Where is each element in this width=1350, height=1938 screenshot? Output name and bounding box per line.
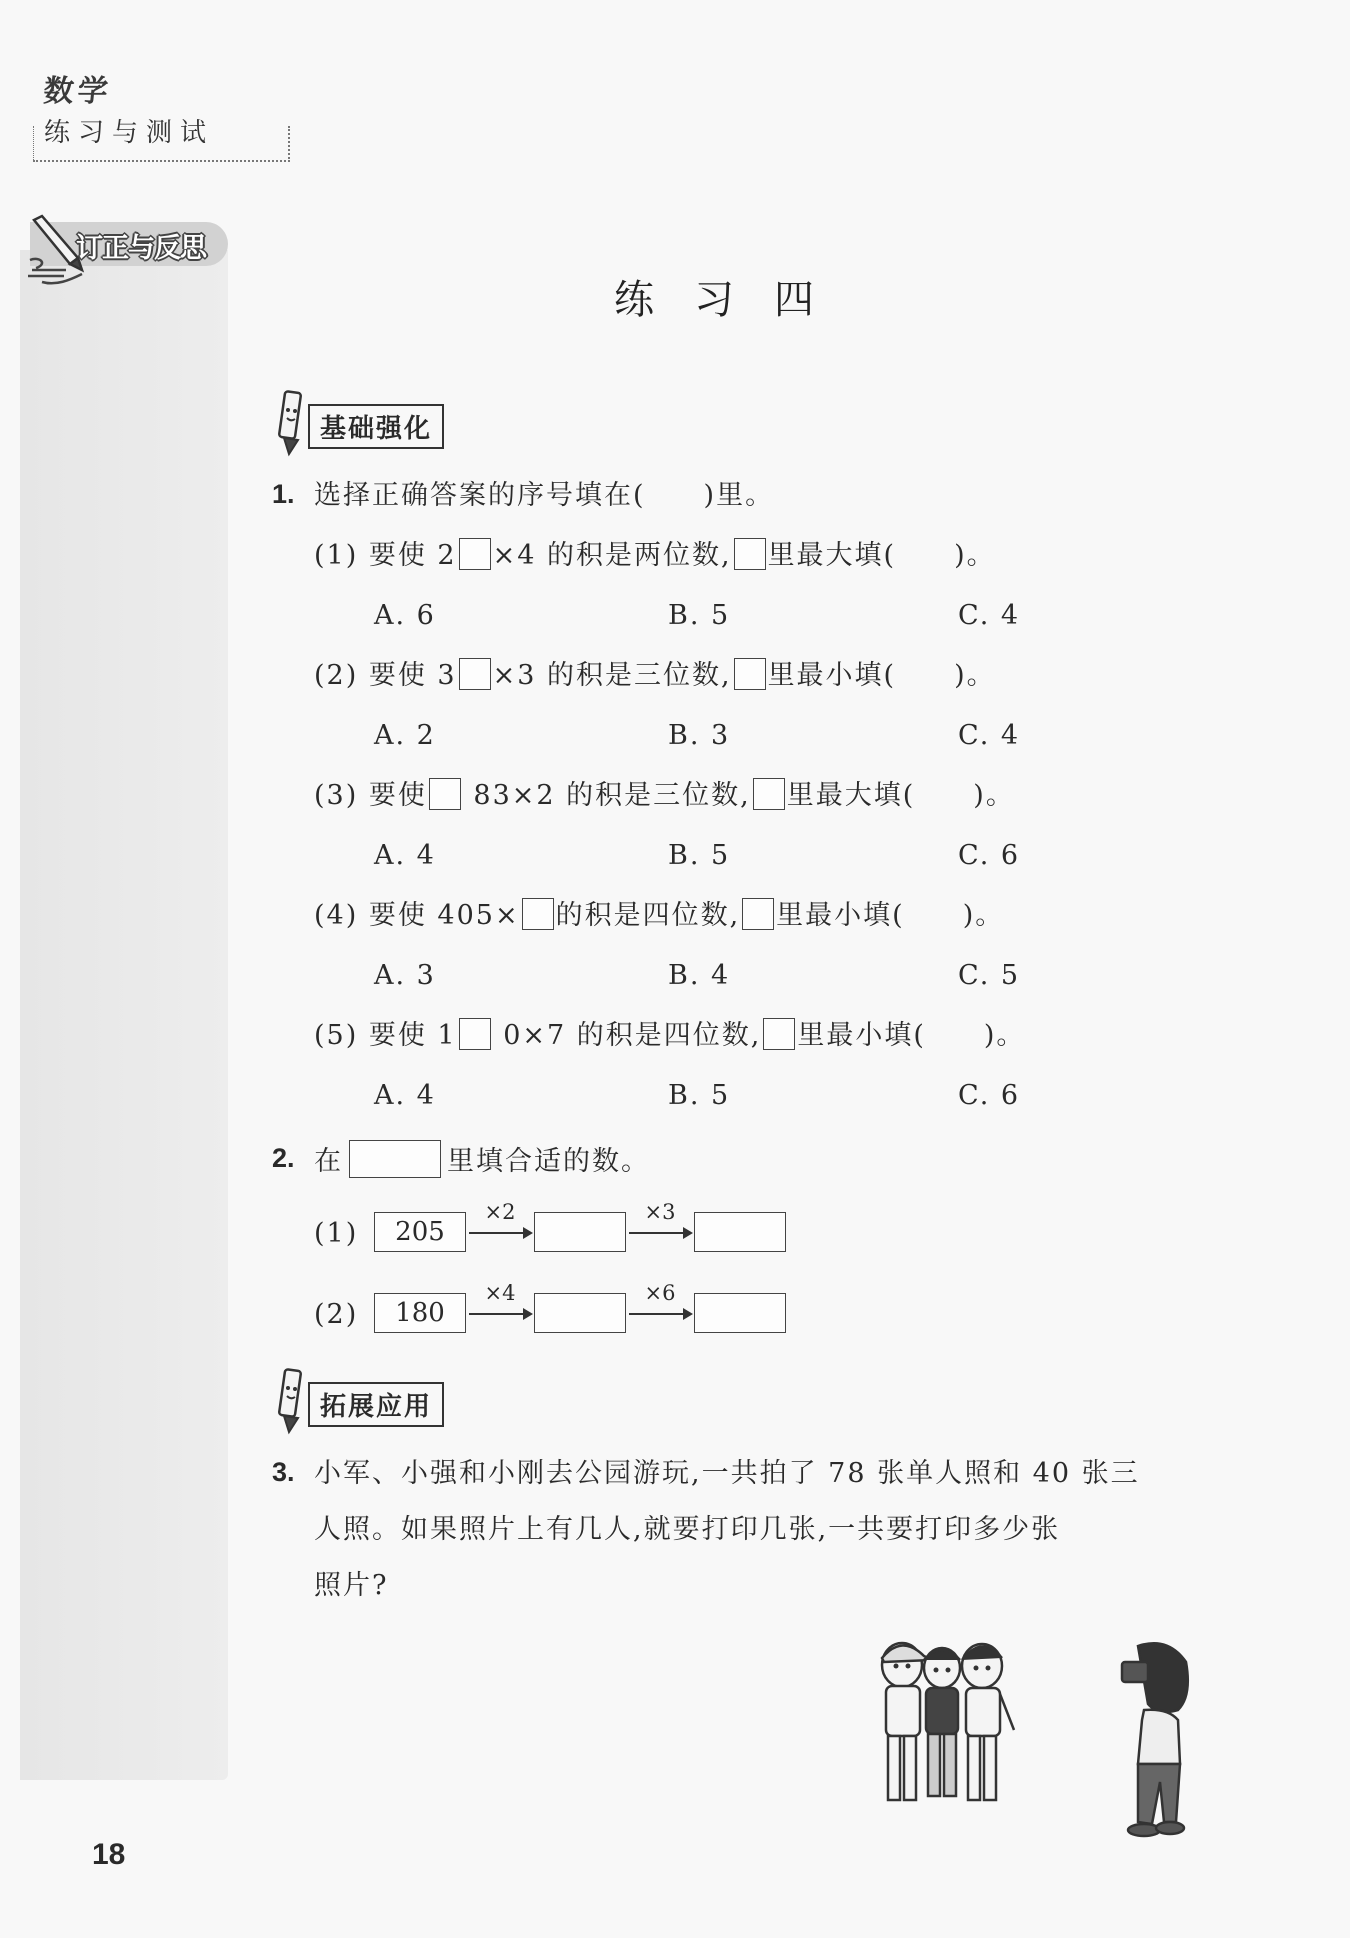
section-badge-extend (272, 1366, 444, 1436)
chain-label: (1) (314, 1218, 359, 1249)
question-number: 2. (272, 1143, 295, 1173)
blank-box[interactable] (763, 1018, 795, 1050)
arrow-icon (469, 1313, 531, 1315)
answer-box[interactable] (694, 1212, 786, 1252)
section-label: 基础强化 (308, 404, 444, 449)
sub-question (314, 1016, 1025, 1056)
header-dotted-frame (33, 126, 290, 162)
operation-label: ×3 (644, 1200, 676, 1224)
answer-box[interactable] (534, 1212, 626, 1252)
blank-box[interactable] (742, 898, 774, 930)
blank-box[interactable] (522, 898, 554, 930)
question-text: 选择正确答案的序号填在( )里。 (314, 480, 775, 511)
option-b: B. 5 (668, 600, 731, 631)
header-subject: 数学 (41, 74, 114, 109)
section-label: 拓展应用 (308, 1382, 444, 1427)
section-badge-basic (272, 388, 444, 458)
blank-box[interactable] (349, 1140, 441, 1178)
sub-question-mid: ×3 的积是三位数, (492, 660, 732, 691)
blank-box[interactable] (734, 658, 766, 690)
arrow-icon (469, 1232, 531, 1234)
pencil-icon (272, 388, 306, 458)
blank-box[interactable] (429, 778, 461, 810)
word-problem-line: 人照。如果照片上有几人,就要打印几张,一共要打印多少张 (314, 1514, 1061, 1545)
sub-question-pre: (5) 要使 1 (314, 1020, 457, 1051)
page-number: 18 (92, 1838, 126, 1871)
sub-question-mid: 83×2 的积是三位数, (473, 780, 751, 811)
sub-question (314, 656, 996, 696)
option-b: B. 3 (668, 720, 731, 751)
option-b: B. 4 (668, 960, 731, 991)
blank-box[interactable] (459, 658, 491, 690)
option-a: A. 4 (374, 1080, 436, 1111)
word-problem-line: 照片? (314, 1570, 389, 1601)
correction-sidebar (20, 250, 228, 1780)
option-a: A. 6 (374, 600, 436, 631)
arrow-icon (629, 1232, 691, 1234)
operation-label: ×6 (644, 1281, 676, 1305)
option-b: B. 5 (668, 1080, 731, 1111)
children-illustration (862, 1620, 1020, 1820)
start-number: 180 (374, 1293, 466, 1333)
answer-box[interactable] (694, 1293, 786, 1333)
blank-box[interactable] (459, 538, 491, 570)
operation-label: ×4 (484, 1281, 516, 1305)
sub-question-mid: 0×7 的积是四位数, (503, 1020, 762, 1051)
question-number: 3. (272, 1457, 295, 1487)
option-c: C. 6 (958, 1080, 1021, 1111)
option-c: C. 6 (958, 840, 1021, 871)
sub-question-post: 里最大填( )。 (767, 540, 996, 571)
start-number: 205 (374, 1212, 466, 1252)
blank-box[interactable] (753, 778, 785, 810)
sub-question-post: 里最大填( )。 (786, 780, 1015, 811)
sub-question (314, 896, 1004, 936)
sub-question-mid: ×4 的积是两位数, (492, 540, 732, 571)
sub-question (314, 776, 1015, 816)
blank-box[interactable] (459, 1018, 491, 1050)
pencil-icon (272, 1366, 306, 1436)
option-a: A. 3 (374, 960, 436, 991)
sub-question-pre: (3) 要使 (314, 780, 427, 811)
sub-question (314, 536, 996, 576)
photographer-illustration (1108, 1636, 1204, 1842)
chain-label: (2) (314, 1299, 359, 1330)
sidebar-label: 订正与反思 (76, 233, 206, 264)
word-problem-line: 小军、小强和小刚去公园游玩,一共拍了 78 张单人照和 40 张三 (314, 1458, 1140, 1489)
question-text-pre: 在 (314, 1146, 343, 1177)
page-title: 练习四 (614, 277, 854, 323)
operation-label: ×2 (484, 1200, 516, 1224)
sub-question-pre: (1) 要使 2 (314, 540, 457, 571)
option-c: C. 4 (958, 720, 1021, 751)
option-c: C. 5 (958, 960, 1021, 991)
question-number: 1. (272, 479, 295, 509)
arrow-icon (629, 1313, 691, 1315)
blank-box[interactable] (734, 538, 766, 570)
question-text (314, 1140, 650, 1182)
sub-question-post: 里最小填( )。 (767, 660, 996, 691)
option-b: B. 5 (668, 840, 731, 871)
sub-question-post: 里最小填( )。 (797, 1020, 1026, 1051)
sub-question-post: 里最小填( )。 (776, 900, 1005, 931)
question-text-post: 里填合适的数。 (447, 1146, 650, 1177)
answer-box[interactable] (534, 1293, 626, 1333)
option-a: A. 4 (374, 840, 436, 871)
sub-question-mid: 的积是四位数, (555, 900, 741, 931)
header-book-title: 练习与测试 (44, 118, 215, 148)
option-a: A. 2 (374, 720, 436, 751)
sub-question-pre: (4) 要使 405× (314, 900, 520, 931)
option-c: C. 4 (958, 600, 1021, 631)
sub-question-pre: (2) 要使 3 (314, 660, 457, 691)
